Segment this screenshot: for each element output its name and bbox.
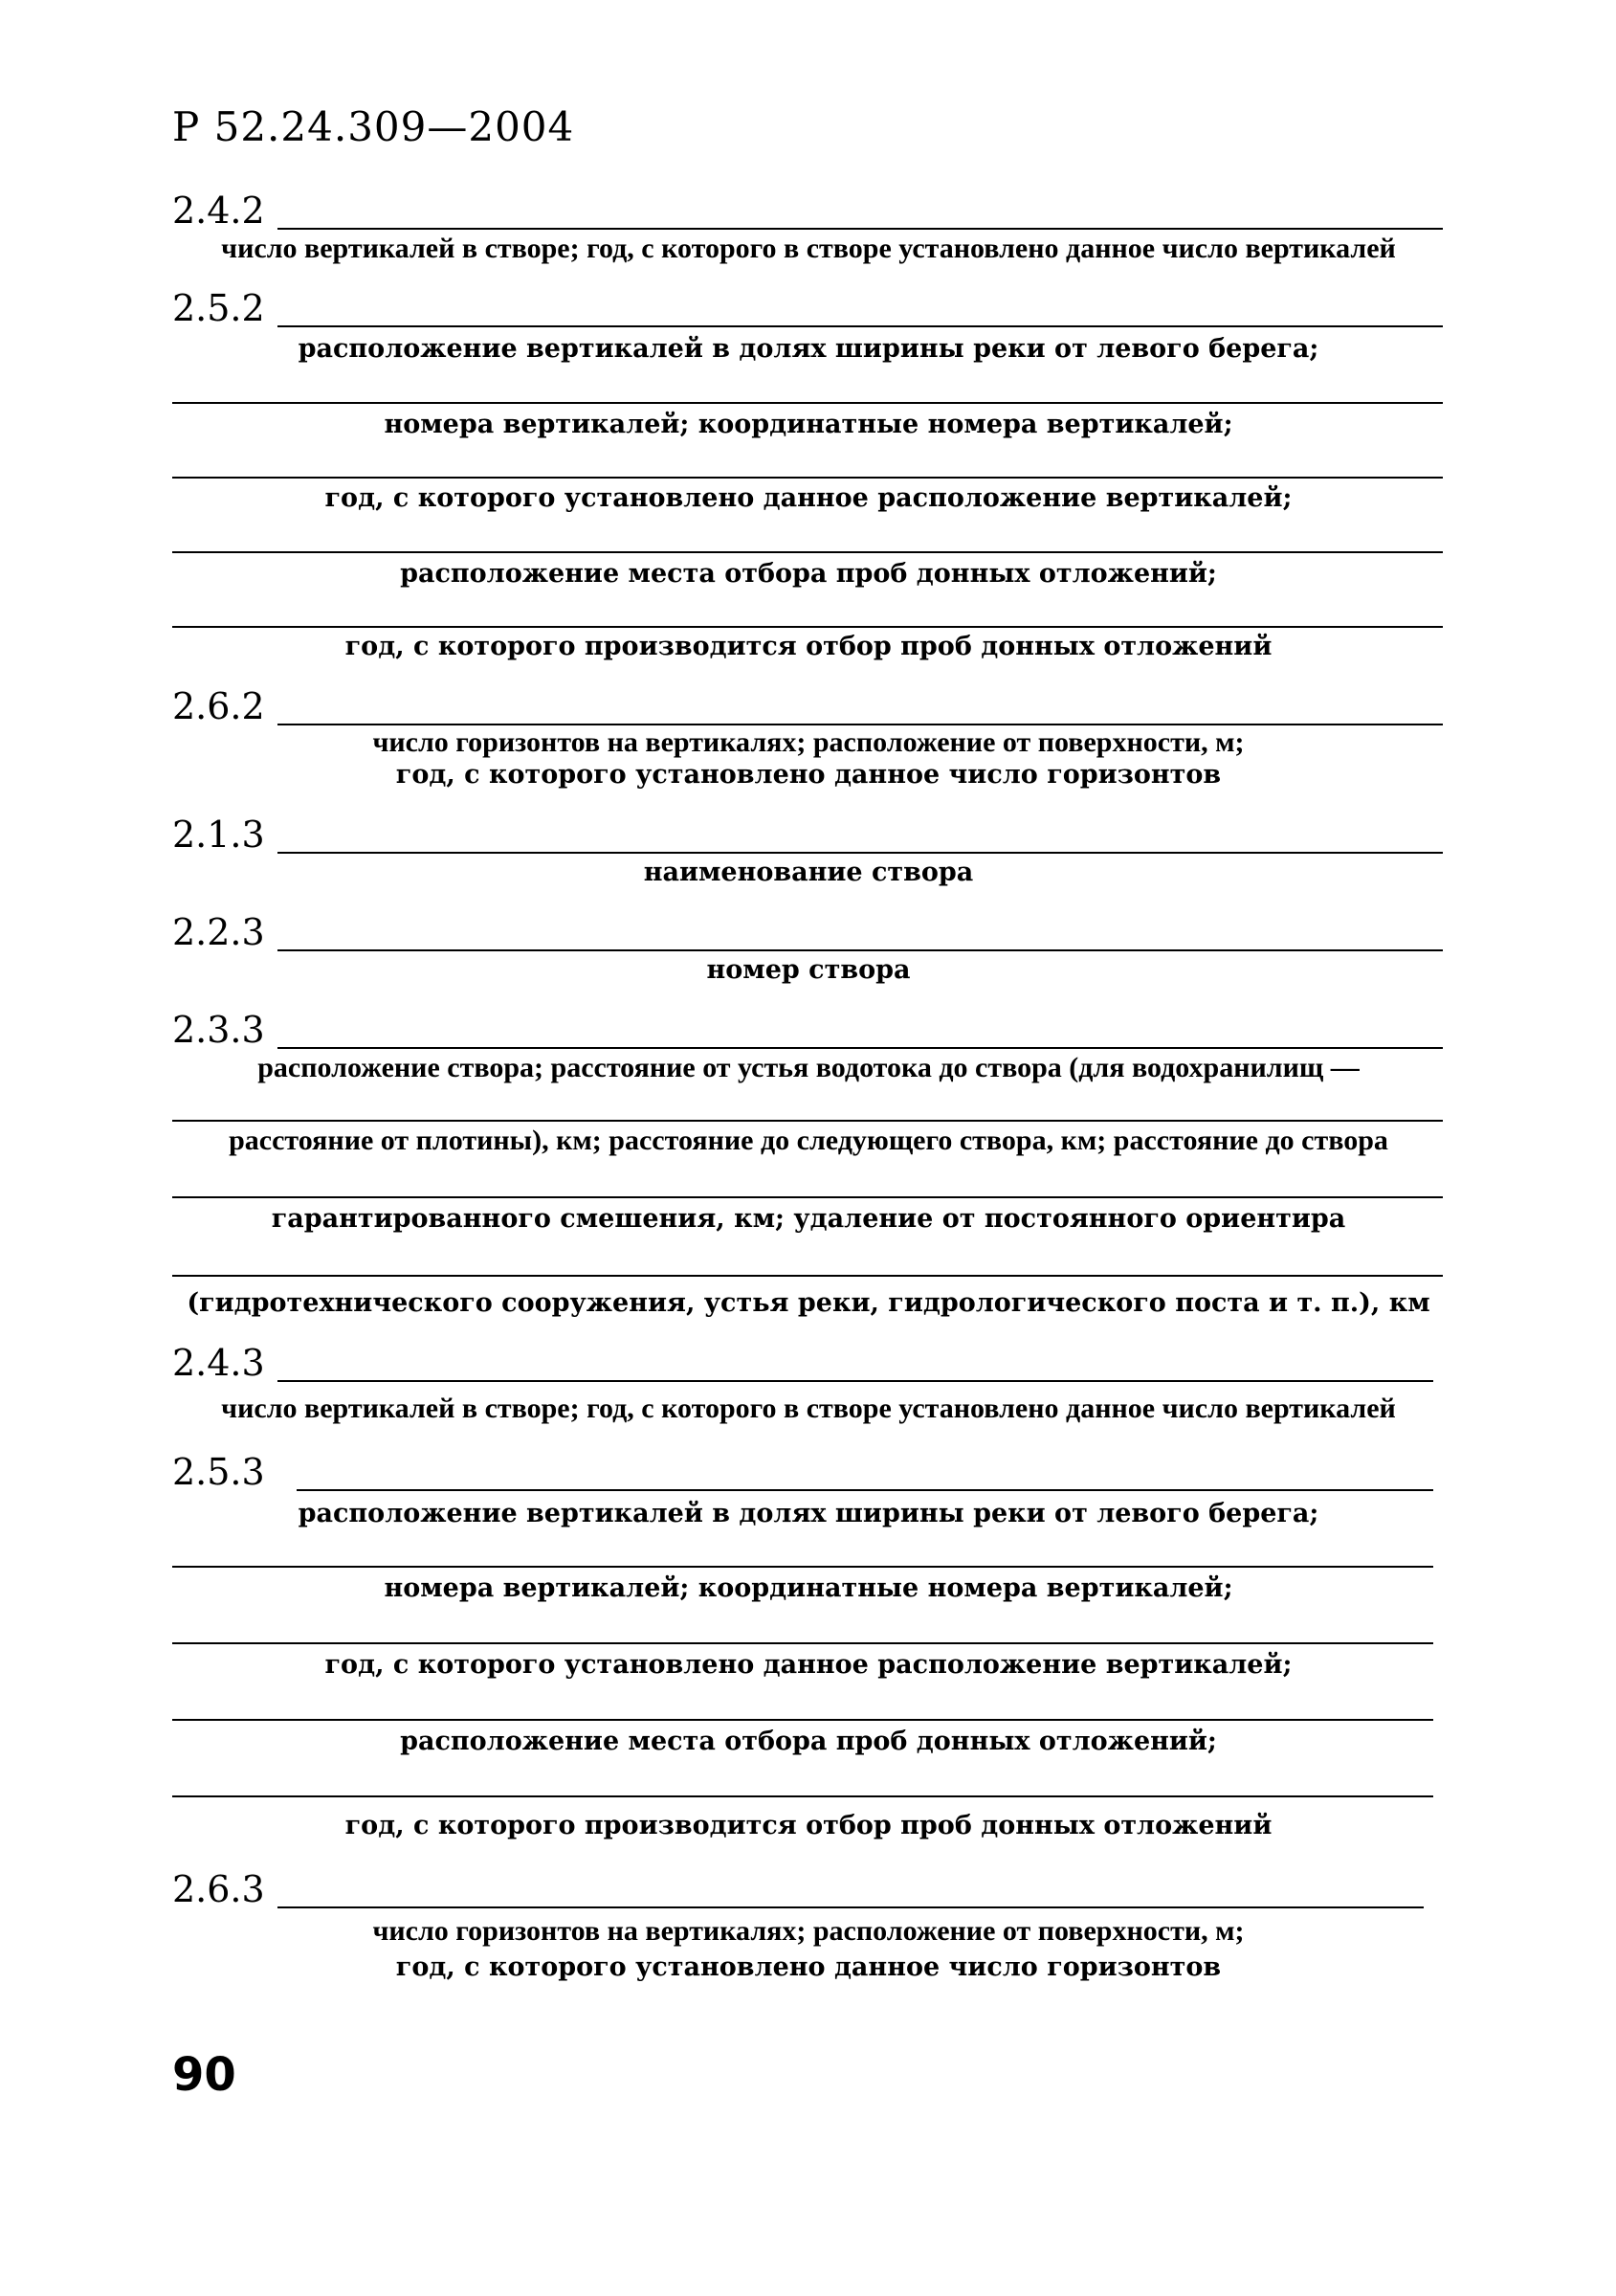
field-caption: расположение места отбора проб донных отложений; (400, 1727, 1217, 1756)
item-number: 2.2.3 (172, 911, 265, 953)
item-number: 2.4.3 (172, 1342, 265, 1384)
field-caption: расположение вертикалей в долях ширины реки от левого берега; (298, 1499, 1319, 1528)
field-caption: число горизонтов на вертикалях; расположение от поверхности, м; (372, 1915, 1245, 1947)
item-number: 2.6.2 (172, 685, 265, 727)
field-caption: число вертикалей в створе; год, с которого в створе установлено данное число вертикалей (221, 233, 1396, 264)
item-number: 2.6.3 (172, 1868, 265, 1910)
fill-line[interactable] (172, 477, 1443, 479)
field-caption: расположение вертикалей в долях ширины реки от левого берега; (298, 334, 1319, 364)
field-caption: год, с которого производится отбор проб донных отложений (344, 632, 1273, 661)
field-caption: (гидротехнического сооружения, устья реки, гидрологического поста и т. п.), км (187, 1288, 1430, 1318)
fill-line[interactable] (172, 551, 1443, 553)
fill-line[interactable] (277, 1380, 1433, 1382)
document-number: Р 52.24.309—2004 (172, 103, 575, 150)
fill-line[interactable] (277, 325, 1443, 327)
fill-line[interactable] (172, 1795, 1433, 1797)
item-number: 2.3.3 (172, 1009, 265, 1051)
fill-line[interactable] (277, 949, 1443, 951)
field-caption: расстояние от плотины), км; расстояние до следующего створа, км; расстояние до створа (229, 1125, 1388, 1156)
fill-line[interactable] (172, 1120, 1443, 1122)
field-caption: расположение места отбора проб донных отложений; (400, 559, 1217, 589)
fill-line[interactable] (172, 1719, 1433, 1721)
field-caption: год, с которого установлено данное расположение вертикалей; (324, 483, 1293, 513)
field-caption: число вертикалей в створе; год, с которого в створе установлено данное число вертикалей (221, 1393, 1396, 1424)
field-caption: гарантированного смешения, км; удаление от постоянного ориентира (271, 1204, 1346, 1234)
fill-line[interactable] (172, 402, 1443, 404)
fill-line[interactable] (297, 1489, 1433, 1491)
fill-line[interactable] (172, 626, 1443, 628)
field-caption: год, с которого установлено данное расположение вертикалей; (324, 1650, 1293, 1680)
fill-line[interactable] (277, 852, 1443, 854)
field-caption: число горизонтов на вертикалях; расположение от поверхности, м; (372, 726, 1245, 758)
item-number: 2.5.3 (172, 1451, 265, 1493)
field-caption: наименование створа (643, 858, 974, 887)
field-caption: год, с которого производится отбор проб донных отложений (344, 1811, 1273, 1840)
fill-line[interactable] (277, 1047, 1443, 1049)
fill-line[interactable] (277, 1906, 1424, 1908)
field-caption: номер створа (706, 955, 911, 985)
field-caption: номера вертикалей; координатные номера вертикалей; (384, 410, 1233, 439)
field-caption: год, с которого установлено данное число горизонтов (395, 760, 1222, 790)
field-caption: расположение створа; расстояние от устья водотока до створа (для водохранилищ — (257, 1052, 1360, 1083)
fill-line[interactable] (172, 1566, 1433, 1568)
item-number: 2.1.3 (172, 814, 265, 856)
field-caption: номера вертикалей; координатные номера вертикалей; (384, 1573, 1233, 1603)
fill-line[interactable] (277, 228, 1443, 230)
fill-line[interactable] (172, 1196, 1443, 1198)
page-number: 90 (172, 2048, 236, 2102)
fill-line[interactable] (172, 1642, 1433, 1644)
fill-line[interactable] (277, 724, 1443, 725)
item-number: 2.4.2 (172, 189, 265, 232)
field-caption: год, с которого установлено данное число горизонтов (395, 1952, 1222, 1982)
item-number: 2.5.2 (172, 287, 265, 329)
fill-line[interactable] (172, 1275, 1443, 1277)
